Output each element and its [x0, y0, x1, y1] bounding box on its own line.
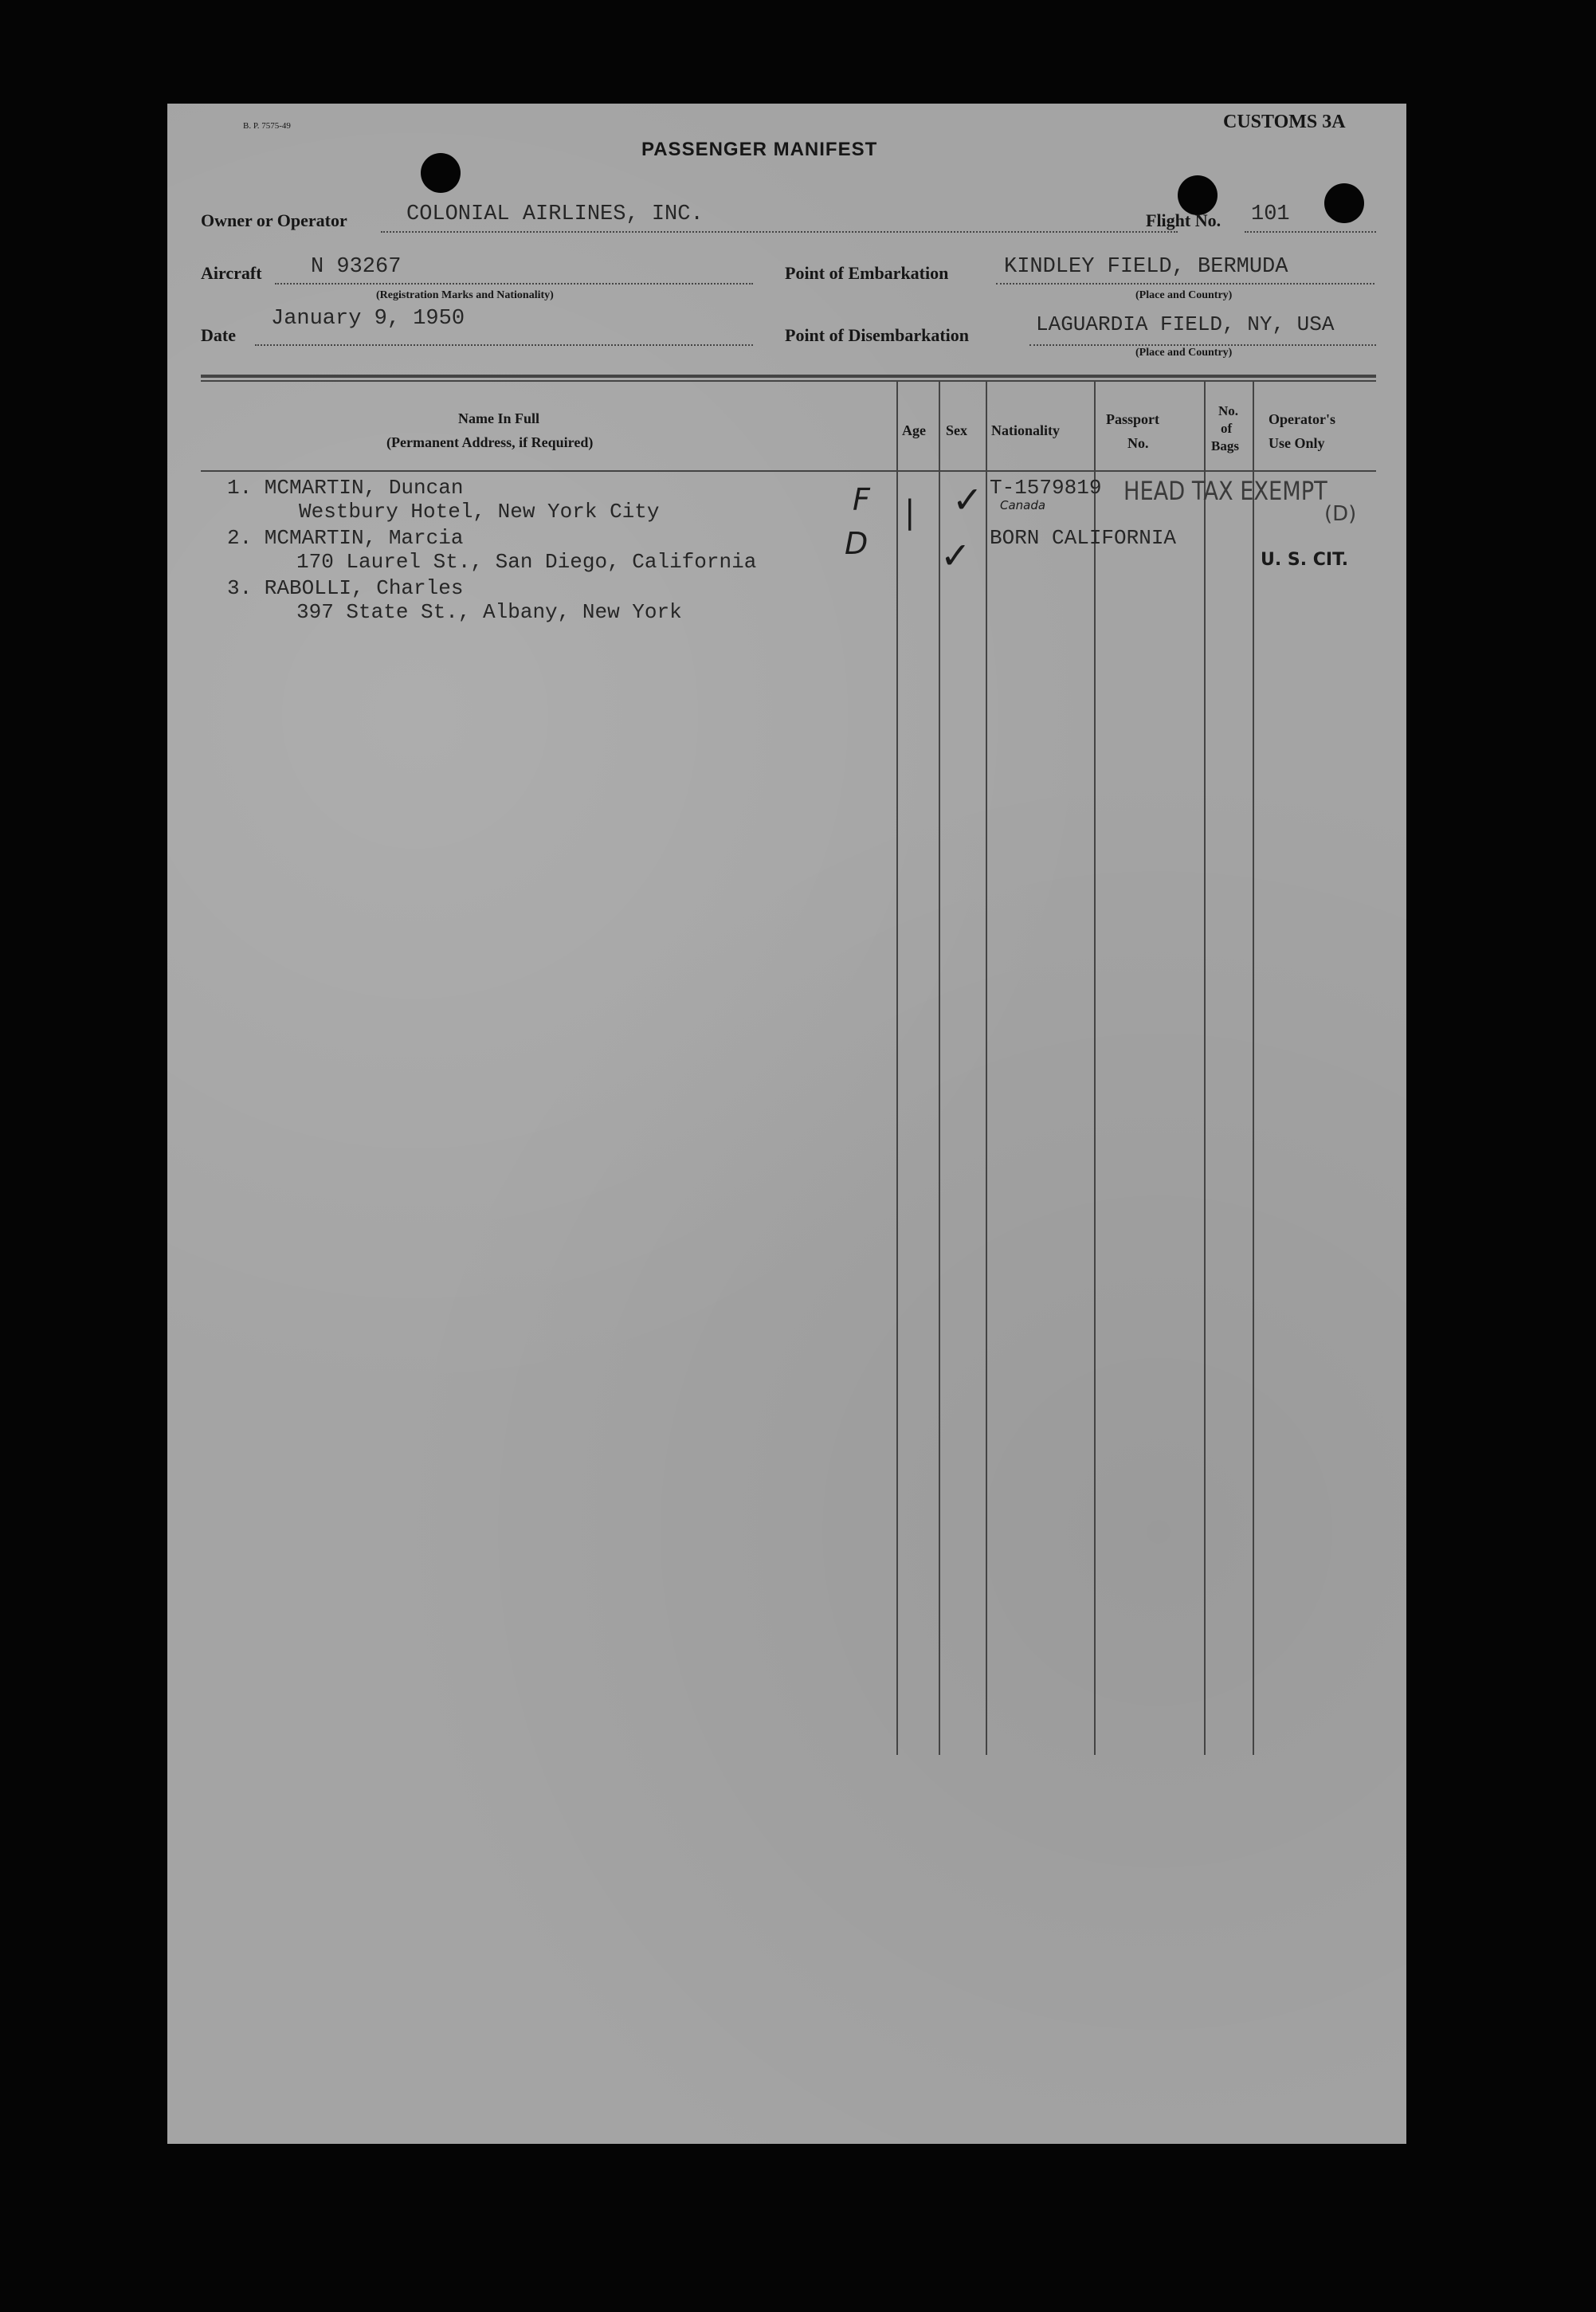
entry-1-age-mark: | [904, 494, 916, 531]
entry-1-op: (D) [1324, 502, 1357, 526]
entry-2-check: ✓ [940, 534, 971, 577]
entry-2-nationality: BORN CALIFORNIA [990, 526, 1177, 550]
disembark-sub: (Place and Country) [1135, 347, 1233, 359]
col-name-line2: (Permanent Address, if Required) [386, 434, 594, 450]
aircraft-sub: (Registration Marks and Nationality) [376, 289, 554, 301]
col-bags-3: Bags [1211, 438, 1239, 453]
punch-hole [1324, 183, 1364, 223]
embark-label: Point of Embarkation [785, 263, 949, 283]
disembark-value: LAGUARDIA FIELD, NY, USA [1036, 312, 1335, 336]
flight-value: 101 [1251, 202, 1290, 226]
entry-1-nationality: T-1579819 [990, 476, 1102, 500]
form-code: B. P. 7575-49 [243, 121, 291, 131]
entry-1-address: Westbury Hotel, New York City [299, 500, 660, 524]
entry-1-sex-mark: F [853, 482, 870, 517]
entry-3-name: 3. RABOLLI, Charles [227, 576, 464, 600]
col-passport-2: No. [1127, 435, 1149, 451]
entry-1-check: ✓ [952, 478, 983, 521]
col-sex: Sex [946, 422, 967, 438]
entry-2-op: U. S. CIT. [1261, 550, 1349, 570]
owner-label: Owner or Operator [201, 210, 347, 230]
page-title: PASSENGER MANIFEST [641, 139, 878, 160]
entry-2-name: 2. MCMARTIN, Marcia [227, 526, 464, 550]
entry-2-sex-mark: D [845, 526, 869, 561]
entry-2-address: 170 Laurel St., San Diego, California [296, 550, 757, 574]
punch-hole [1178, 175, 1218, 215]
col-age: Age [902, 422, 926, 438]
col-bags-2: of [1221, 421, 1233, 436]
col-operator-1: Operator's [1269, 411, 1335, 427]
entry-1-name: 1. MCMARTIN, Duncan [227, 476, 464, 500]
col-name-line1: Name In Full [458, 410, 540, 426]
entry-3-address: 397 State St., Albany, New York [296, 600, 682, 624]
col-bags-1: No. [1218, 403, 1239, 418]
entry-1-stamp: HEAD TAX EXEMPT [1123, 476, 1327, 506]
disembark-label: Point of Disembarkation [785, 325, 969, 345]
date-value: January 9, 1950 [271, 307, 465, 331]
punch-hole [421, 153, 461, 193]
col-nationality: Nationality [991, 422, 1061, 438]
customs-label: CUSTOMS 3A [1223, 112, 1346, 132]
col-operator-2: Use Only [1269, 435, 1325, 451]
date-label: Date [201, 325, 236, 345]
entry-1-nat-hand: Canada [1000, 498, 1046, 512]
col-passport-1: Passport [1106, 411, 1159, 427]
aircraft-label: Aircraft [201, 263, 262, 283]
embark-sub: (Place and Country) [1135, 289, 1233, 301]
embark-value: KINDLEY FIELD, BERMUDA [1004, 255, 1288, 279]
manifest-sheet [167, 104, 1406, 2144]
flight-label: Flight No. [1146, 210, 1222, 230]
aircraft-value: N 93267 [311, 255, 402, 279]
owner-value: COLONIAL AIRLINES, INC. [406, 202, 704, 226]
